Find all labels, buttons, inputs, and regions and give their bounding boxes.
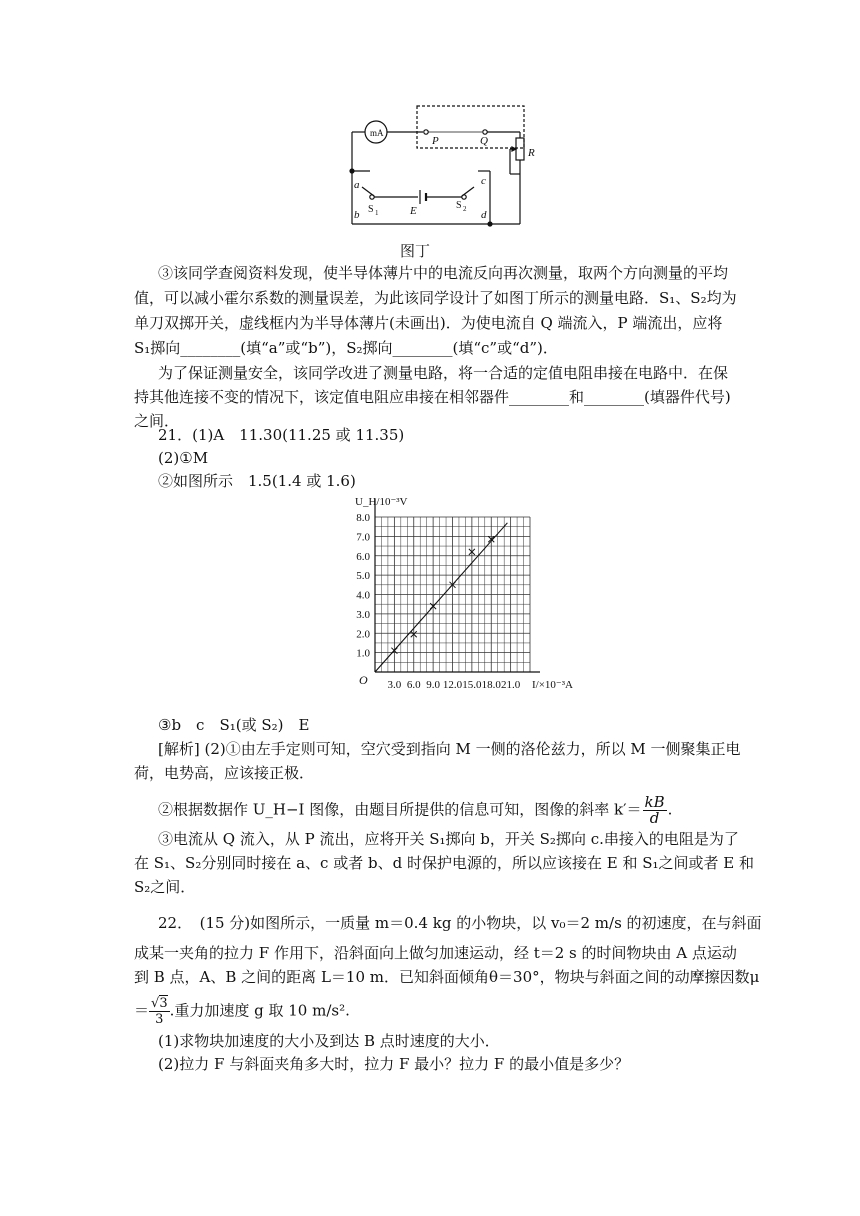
analysis-line4: ③电流从 Q 流入，从 P 流出，应将开关 S₁掷向 b，开关 S₂掷向 c.串接入的电阻是为了 bbox=[158, 830, 739, 848]
para4-line1: 为了保证测量安全，该同学改进了测量电路，将一合适的定值电阻串接在电路中．在保 bbox=[158, 364, 729, 382]
label-a: a bbox=[354, 179, 360, 191]
para3-line1: ③该同学查阅资料发现，使半导体薄片中的电流反向再次测量，取两个方向测量的平均 bbox=[158, 264, 729, 282]
para3-line3: 单刀双掷开关，虚线框内为半导体薄片(未画出)．为使电流自 Q 端流入，P 端流出，应将 bbox=[134, 314, 723, 332]
para3-line4: S₁掷向________(填“a”或“b”)，S₂掷向________(填“c”或“d”)． bbox=[134, 339, 558, 357]
circuit-diagram bbox=[340, 100, 540, 240]
x-axis-label: I/×10⁻³A bbox=[532, 679, 573, 691]
para3-line2: 值，可以减小霍尔系数的测量误差，为此该同学设计了如图丁所示的测量电路．S₁、S₂均为 bbox=[134, 289, 737, 307]
mu-fraction-numerator: √3 bbox=[151, 996, 168, 1011]
analysis-line3-text: ②根据数据作 U_H−I 图像，由题目所提供的信息可知，图像的斜率 k′＝ bbox=[158, 800, 642, 819]
slope-fraction-denominator: d bbox=[649, 809, 660, 827]
analysis-line2: 荷，电势高，应该接正极． bbox=[134, 764, 315, 782]
y-tick-label: 2.0 bbox=[356, 628, 370, 641]
mu-fraction bbox=[149, 996, 170, 1027]
label-P: P bbox=[432, 135, 439, 147]
label-S1: S bbox=[368, 204, 374, 215]
answer21-line1: 21．(1)A 11.30(11.25 或 11.35) bbox=[158, 426, 405, 444]
analysis-line1: [解析] (2)①由左手定则可知，空穴受到指向 M 一侧的洛伦兹力，所以 M 一侧聚集正电 bbox=[158, 740, 741, 758]
y-tick-label: 7.0 bbox=[356, 531, 370, 544]
y-tick-label: 5.0 bbox=[356, 570, 370, 583]
q22-sub1: (1)求物块加速度的大小及到达 B 点时速度的大小． bbox=[158, 1032, 500, 1050]
switch-S1 bbox=[362, 187, 374, 196]
answer21-line4: ③b c S₁(或 S₂) E bbox=[158, 716, 310, 734]
label-Q: Q bbox=[480, 135, 488, 147]
answer21-line3: ②如图所示 1.5(1.4 或 1.6) bbox=[158, 472, 356, 490]
q22-line4 bbox=[134, 996, 350, 1027]
q22-equals: ＝ bbox=[134, 1001, 150, 1020]
x-tick-label: 15.0 bbox=[462, 679, 482, 691]
analysis-line3 bbox=[158, 795, 672, 826]
label-S2-sub: 2 bbox=[463, 205, 467, 213]
label-R: R bbox=[528, 147, 535, 159]
para4-line2: 持其他连接不变的情况下，该定值电阻应串接在相邻器件________和________(填器件代号) bbox=[134, 388, 731, 406]
meter-label: mA bbox=[370, 128, 384, 138]
q22-line3: 到 B 点，A、B 之间的距离 L＝10 m．已知斜面倾角θ＝30°，物块与斜面之间的动摩擦因数μ bbox=[134, 968, 760, 986]
answer21-line2: (2)①M bbox=[158, 449, 209, 467]
x-tick-label: 6.0 bbox=[406, 679, 421, 691]
x-tick-label: 12.0 bbox=[442, 679, 463, 691]
para4-line3: 之间． bbox=[134, 412, 180, 430]
analysis-line5: 在 S₁、S₂分别同时接在 a、c 或者 b、d 时保护电源的，所以应该接在 E 和 S₁之间或者 E 和 bbox=[134, 854, 754, 872]
analysis-line6: S₂之间． bbox=[134, 878, 196, 896]
analysis-line3-end: . bbox=[667, 800, 673, 819]
q22-sub2: (2)拉力 F 与斜面夹角多大时，拉力 F 最小？拉力 F 的最小值是多少？ bbox=[158, 1055, 630, 1073]
label-S2: S bbox=[456, 200, 462, 211]
label-S1-sub: 1 bbox=[375, 209, 379, 217]
y-axis-label: U_H/10⁻³V bbox=[355, 496, 408, 508]
label-d: d bbox=[481, 209, 487, 221]
q22-line1: 22． (15 分)如图所示，一质量 m＝0.4 kg 的小物块，以 v₀＝2 m/s 的初速度，在与斜面 bbox=[158, 914, 762, 932]
slope-fraction bbox=[643, 795, 667, 826]
label-b: b bbox=[354, 209, 360, 221]
y-tick-label: 6.0 bbox=[356, 550, 370, 563]
switch-S2 bbox=[462, 187, 474, 196]
q22-line4-rest: .重力加速度 g 取 10 m/s². bbox=[169, 1001, 350, 1020]
q22-line2: 成某一夹角的拉力 F 作用下，沿斜面向上做匀加速运动，经 t＝2 s 的时间物块由 A 点运动 bbox=[134, 944, 737, 962]
origin-label: O bbox=[359, 673, 368, 687]
uh-i-chart bbox=[330, 490, 600, 700]
label-c: c bbox=[481, 175, 486, 187]
y-tick-label: 3.0 bbox=[356, 608, 370, 621]
slope-fraction-numerator: kB bbox=[644, 793, 665, 811]
x-tick-label: 21.0 bbox=[501, 679, 521, 691]
y-tick-label: 4.0 bbox=[356, 589, 370, 602]
x-tick-label: 18.0 bbox=[481, 679, 501, 691]
x-tick-label: 3.0 bbox=[387, 679, 402, 691]
label-E: E bbox=[410, 205, 417, 217]
y-tick-label: 8.0 bbox=[356, 512, 370, 524]
sqrt-radicand: 3 bbox=[159, 996, 168, 1011]
figure-caption: 图丁 bbox=[400, 242, 431, 260]
y-tick-label: 1.0 bbox=[356, 647, 370, 660]
mu-fraction-denominator: 3 bbox=[155, 1012, 164, 1027]
x-tick-label: 9.0 bbox=[426, 679, 440, 691]
